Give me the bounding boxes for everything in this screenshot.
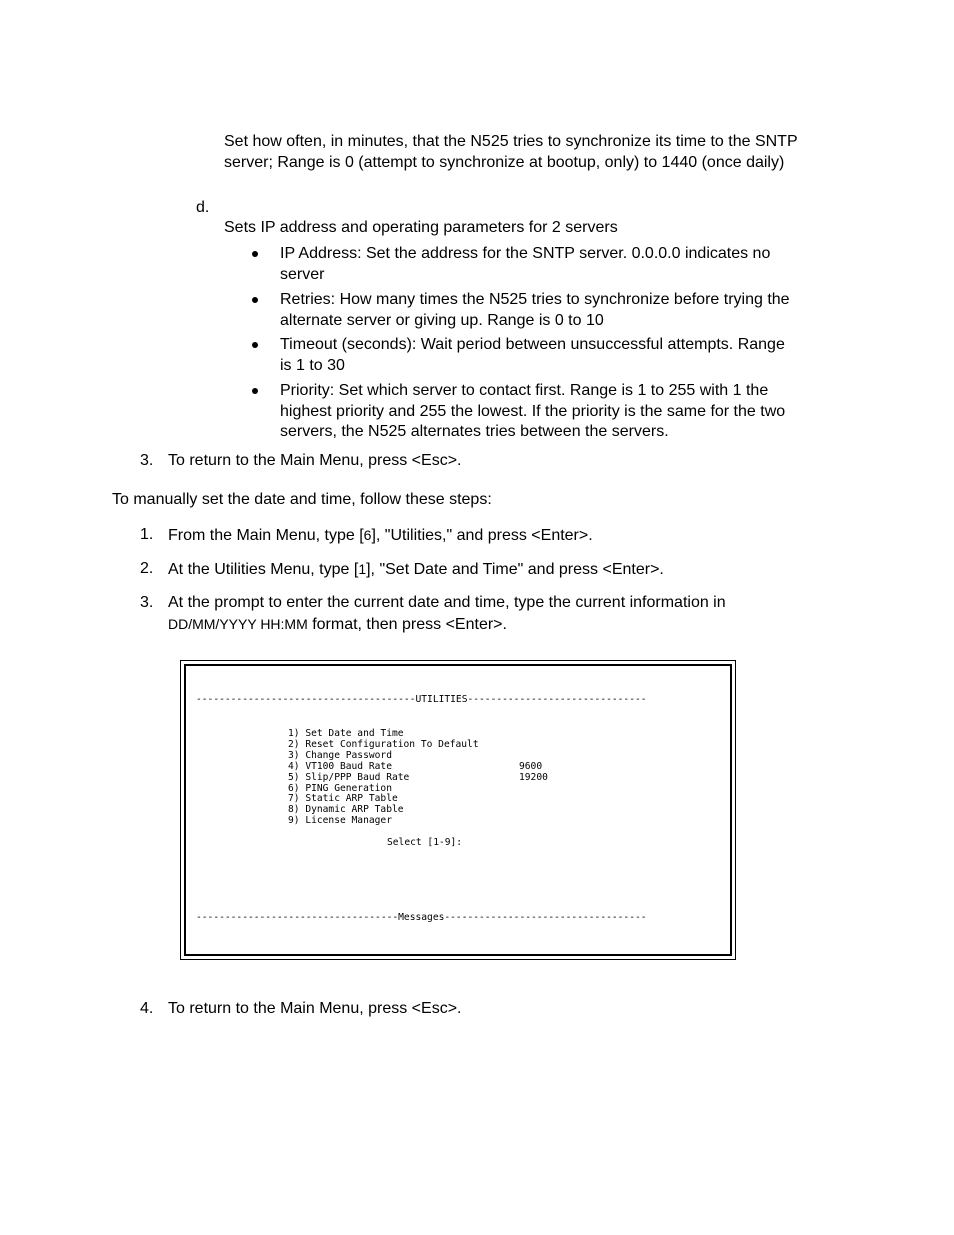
menu-item: 6) PING Generation	[288, 783, 392, 794]
step-text-part: ], "Set Date and Time" and press <Enter>.	[366, 561, 664, 578]
bullet-item	[280, 244, 770, 285]
menu-item-value: 19200	[519, 772, 548, 783]
menu-item: 7) Static ARP Table	[288, 793, 398, 804]
step-number: 3.	[140, 452, 154, 469]
bullet-line: servers, the N525 alternates tries between the servers.	[280, 423, 669, 440]
menu-item: 9) License Manager	[288, 815, 392, 826]
step-number: 1.	[140, 526, 154, 543]
bullet-dot	[252, 342, 258, 348]
bullet-line: highest priority and 255 the lowest. If the priority is the same for the two	[280, 402, 786, 420]
bullet-line: is 1 to 30	[280, 356, 345, 374]
bullet-line: Retries: How many times the N525 tries to synchronize before trying the	[280, 291, 790, 308]
bullet-item	[280, 335, 785, 376]
messages-footer: -----------------------------------Messages-----------------------------------	[196, 912, 647, 923]
utilities-header: --------------------------------------UTILITIES-------------------------------	[196, 694, 647, 705]
bullet-line: Timeout (seconds): Wait period between unsuccessful attempts. Range	[280, 336, 785, 353]
bullet-item	[280, 290, 790, 331]
step-text-part: ], "Utilities," and press <Enter>.	[371, 527, 593, 544]
bullet-line: alternate server or giving up. Range is 0 to 10	[280, 311, 604, 329]
terminal-screenshot	[180, 660, 736, 960]
step-number: 4.	[140, 1000, 154, 1017]
menu-item: 5) Slip/PPP Baud Rate	[288, 772, 410, 783]
step-text-part: From the Main Menu, type [	[168, 527, 364, 544]
key-value: 1	[358, 561, 367, 577]
step-number: 3.	[140, 594, 154, 611]
intro-line-1: Set how often, in minutes, that the N525 tries to synchronize its time to the SNTP	[224, 133, 798, 150]
step-text-part: format, then press <Enter>.	[307, 615, 507, 633]
select-prompt: Select [1-9]:	[387, 837, 463, 848]
step-text: To return to the Main Menu, press <Esc>.	[168, 452, 462, 469]
menu-item: 8) Dynamic ARP Table	[288, 804, 404, 815]
bullet-line: server	[280, 265, 325, 283]
step-text: To return to the Main Menu, press <Esc>.	[168, 1000, 462, 1017]
bullet-dot	[252, 388, 258, 394]
bullet-line: IP Address: Set the address for the SNTP server. 0.0.0.0 indicates no	[280, 245, 771, 262]
step-text-line	[168, 614, 726, 636]
bullet-dot	[252, 297, 258, 303]
step-text	[168, 525, 593, 547]
step-number: 2.	[140, 560, 154, 577]
step-text	[168, 559, 664, 581]
bullet-line: Priority: Set which server to contact first. Range is 1 to 255 with 1 the	[280, 382, 769, 399]
item-d-text: Sets IP address and operating parameters for 2 servers	[224, 219, 618, 236]
menu-item: 4) VT100 Baud Rate	[288, 761, 392, 772]
step-text	[168, 593, 726, 635]
date-format: DD/MM/YYYY HH:MM	[168, 615, 308, 632]
intro-paragraph	[224, 132, 798, 173]
key-value: 6	[363, 527, 372, 543]
bullet-dot	[252, 251, 258, 257]
step-text-line: At the prompt to enter the current date and time, type the current information in	[168, 594, 726, 611]
item-d-marker: d.	[196, 199, 210, 216]
menu-item: 1) Set Date and Time	[288, 728, 404, 739]
intro-line-2: server; Range is 0 (attempt to synchronize at bootup, only) to 1440 (once daily)	[224, 153, 785, 171]
bullet-item	[280, 381, 785, 443]
menu-item: 2) Reset Configuration To Default	[288, 739, 479, 750]
manual-intro: To manually set the date and time, follow these steps:	[112, 491, 492, 508]
terminal-screen	[184, 664, 732, 956]
menu-item-value: 9600	[519, 761, 543, 772]
menu-item: 3) Change Password	[288, 750, 392, 761]
step-text-part: At the Utilities Menu, type [	[168, 561, 359, 578]
